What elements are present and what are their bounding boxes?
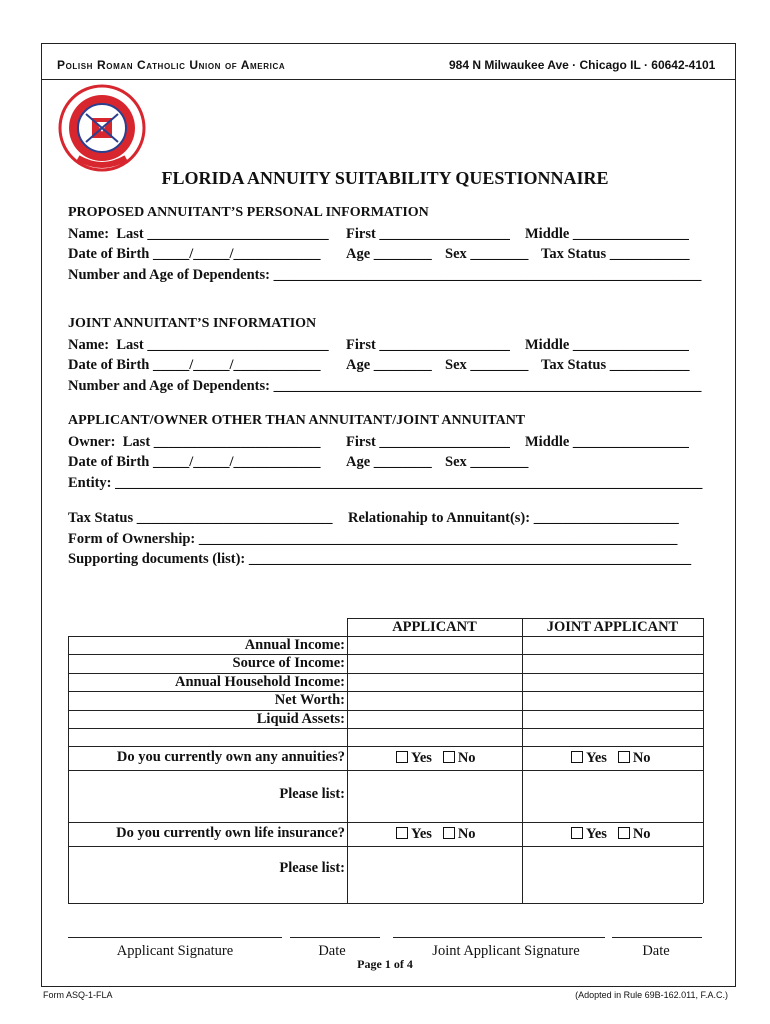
yes-label: Yes [411,826,432,842]
joint-annuities-options [571,750,651,767]
applicant-signature-label: Applicant Signature [116,943,234,959]
joint-age-field[interactable]: Age ________ [346,357,432,373]
joint-sex-field[interactable]: Sex ________ [445,357,529,373]
owner-form-of-ownership-field[interactable]: Form of Ownership: __________________________________________________________________ [68,531,678,547]
annuitant-dependents-field[interactable]: Number and Age of Dependents: ___________________________________________________________ [68,267,702,283]
joint-life-yes-checkbox[interactable] [571,827,583,839]
joint-section-heading: JOINT ANNUITANT’S INFORMATION [68,316,317,331]
net-worth-label: Net Worth: [274,692,345,708]
yes-label: Yes [586,826,607,842]
joint-date-line[interactable] [612,937,702,938]
life-please-list-label: Please list: [279,860,345,876]
owner-age-field[interactable]: Age ________ [346,454,432,470]
joint-signature-line[interactable] [393,937,605,938]
joint-life-no-checkbox[interactable] [618,827,630,839]
joint-annuities-no-checkbox[interactable] [618,751,630,763]
no-label: No [457,750,476,766]
joint-life-options [571,826,651,843]
owner-tax-status-field[interactable]: Tax Status ___________________________ [68,510,333,526]
page-number: Page 1 of 4 [357,957,413,971]
applicant-life-no-checkbox[interactable] [443,827,455,839]
yes-label: Yes [411,750,432,766]
annuitant-section-heading: PROPOSED ANNUITANT’S PERSONAL INFORMATION [68,205,429,220]
organization-address: 984 N Milwaukee Ave · Chicago IL · 60642-4101 [449,58,716,72]
joint-last-name-field[interactable]: Name: Last _________________________ [68,337,329,353]
applicant-date-line[interactable] [290,937,380,938]
annuitant-sex-field[interactable]: Sex ________ [445,246,529,262]
owner-section-heading: APPLICANT/OWNER OTHER THAN ANNUITANT/JOINT ANNUITANT [68,413,526,428]
applicant-life-options [396,826,476,843]
joint-signature-label: Joint Applicant Signature [432,943,580,959]
no-label: No [632,750,651,766]
prcua-seal-logo [58,84,146,172]
applicant-annuities-yes-checkbox[interactable] [396,751,408,763]
annual-income-label: Annual Income: [244,637,345,653]
annuitant-middle-name-field[interactable]: Middle ________________ [525,226,689,242]
applicant-life-yes-checkbox[interactable] [396,827,408,839]
owner-supporting-documents-field[interactable]: Supporting documents (list): _____________________________________________________________ [68,551,692,567]
organization-name: Polish Roman Catholic Union of America [57,58,286,72]
joint-date-label: Date [642,943,670,959]
owner-entity-field[interactable]: Entity: _________________________________________________________________________________ [68,475,703,491]
joint-dob-field[interactable]: Date of Birth _____/_____/____________ [68,357,321,373]
no-label: No [457,826,476,842]
form-id: Form ASQ-1-FLA [43,990,113,1000]
annuitant-tax-status-field[interactable]: Tax Status ___________ [541,246,690,262]
applicant-annuities-options [396,750,476,767]
owner-last-name-field[interactable]: Owner: Last _______________________ [68,434,321,450]
own-annuities-question: Do you currently own any annuities? [116,749,345,765]
owner-relationship-field[interactable]: Relationahip to Annuitant(s): ____________________ [348,510,679,526]
household-income-label: Annual Household Income: [174,674,345,690]
joint-annuities-yes-checkbox[interactable] [571,751,583,763]
no-label: No [632,826,651,842]
annuitant-dob-field[interactable]: Date of Birth _____/_____/____________ [68,246,321,262]
source-of-income-label: Source of Income: [232,655,345,671]
annuities-please-list-label: Please list: [279,786,345,802]
document-title: FLORIDA ANNUITY SUITABILITY QUESTIONNAIRE [161,168,609,188]
owner-middle-name-field[interactable]: Middle ________________ [525,434,689,450]
joint-applicant-column-header: JOINT APPLICANT [546,619,679,635]
annuitant-last-name-field[interactable]: Name: Last _________________________ [68,226,329,242]
annuitant-age-field[interactable]: Age ________ [346,246,432,262]
applicant-annuities-no-checkbox[interactable] [443,751,455,763]
annuitant-first-name-field[interactable]: First __________________ [346,226,510,242]
applicant-column-header: APPLICANT [392,619,477,635]
applicant-signature-line[interactable] [68,937,282,938]
liquid-assets-label: Liquid Assets: [256,711,345,727]
owner-sex-field[interactable]: Sex ________ [445,454,529,470]
owner-dob-field[interactable]: Date of Birth _____/_____/____________ [68,454,321,470]
joint-tax-status-field[interactable]: Tax Status ___________ [541,357,690,373]
applicant-date-label: Date [318,943,346,959]
owner-first-name-field[interactable]: First __________________ [346,434,510,450]
joint-middle-name-field[interactable]: Middle ________________ [525,337,689,353]
joint-dependents-field[interactable]: Number and Age of Dependents: ___________________________________________________________ [68,378,702,394]
adopted-rule-note: (Adopted in Rule 69B-162.011, F.A.C.) [575,990,728,1000]
joint-first-name-field[interactable]: First __________________ [346,337,510,353]
header-rule [41,79,736,80]
yes-label: Yes [586,750,607,766]
own-life-insurance-question: Do you currently own life insurance? [116,825,345,841]
